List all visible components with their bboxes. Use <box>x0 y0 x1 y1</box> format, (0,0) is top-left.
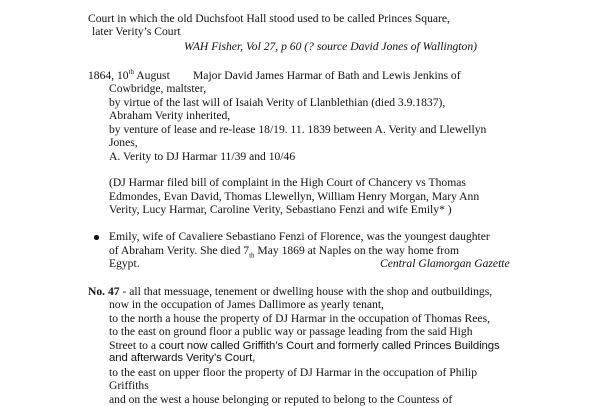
no47-line-8: Griffiths <box>109 379 149 392</box>
harmar-line-2: Cowbridge, maltster, <box>109 82 207 95</box>
date-month: August <box>134 69 170 82</box>
no47-line-9: and on the west a house belonging or reputed to belong to the Countess of <box>109 393 453 406</box>
no47-line-2: now in the occupation of James Dallimore as yearly tenant, <box>109 298 384 311</box>
harmar-line-3: by virtue of the last will of Isaiah Verity of Llanblethian (died 3.9.1837), <box>109 96 446 109</box>
chancery-line-2: Edmondes, Evan David, Thomas Llewellyn, William Henry Morgan, Mary Ann <box>109 190 480 203</box>
date-day: 1864, 10 <box>88 69 129 82</box>
no47-line-4: to the east on ground floor a public way or passage leading from the said High <box>109 325 473 338</box>
no47-line-6: and afterwards Verity’s Court, <box>109 352 256 364</box>
no47-line-7: to the east on upper floor the property of DJ Harmar in the occupation of Philip <box>109 366 478 379</box>
harmar-line-4: Abraham Verity inherited, <box>109 109 231 122</box>
harmar-line-5: by venture of lease and re-lease 18/19. 11. 1839 between A. Verity and Llewellyn <box>109 123 487 136</box>
no47-line-3: to the north a house the property of DJ Harmar in the occupation of Thomas Rees, <box>109 312 490 325</box>
court-text-line-2: later Verity’s Court <box>92 25 181 38</box>
source-gazette: Central Glamorgan Gazette <box>380 257 510 270</box>
citation-fisher: WAH Fisher, Vol 27, p 60 (? source David Jones of Wallington) <box>184 40 477 53</box>
date-1864 <box>88 69 170 82</box>
bullet-point <box>94 235 99 240</box>
harmar-line-7: A. Verity to DJ Harmar 11/39 and 10/46 <box>109 150 296 163</box>
emily-line-3: Egypt. <box>109 257 140 270</box>
harmar-line-1: Major David James Harmar of Bath and Lewis Jenkins of <box>193 69 461 82</box>
harmar-line-6: Jones, <box>109 136 138 149</box>
date-suffix: th <box>128 68 135 77</box>
no47-label: No. 47 <box>88 285 120 298</box>
death-day-suffix: th <box>249 251 255 260</box>
court-text-line-1: Court in which the old Duchsfoot Hall stood used to be called Princes Square, <box>88 12 450 25</box>
emily-line-1: Emily, wife of Cavaliere Sebastiano Fenzi of Florence, was the youngest daughter <box>109 230 490 243</box>
no47-line-5: Street to a court now called Griffith’s Court and formerly called Princes Buildings <box>109 339 500 352</box>
chancery-line-3: Verity, Lucy Harmar, Caroline Verity, Sebastiano Fenzi and wife Emily* ) <box>109 203 452 216</box>
chancery-line-1: (DJ Harmar filed bill of complaint in the High Court of Chancery vs Thomas <box>109 176 466 189</box>
no47-line-1: No. 47 - all that messuage, tenement or dwelling house with the shop and outbuildings, <box>88 285 493 298</box>
emily-line-2: of Abraham Verity. She died $7_{th}$ May 1869 at Naples on the way home from <box>109 244 459 260</box>
